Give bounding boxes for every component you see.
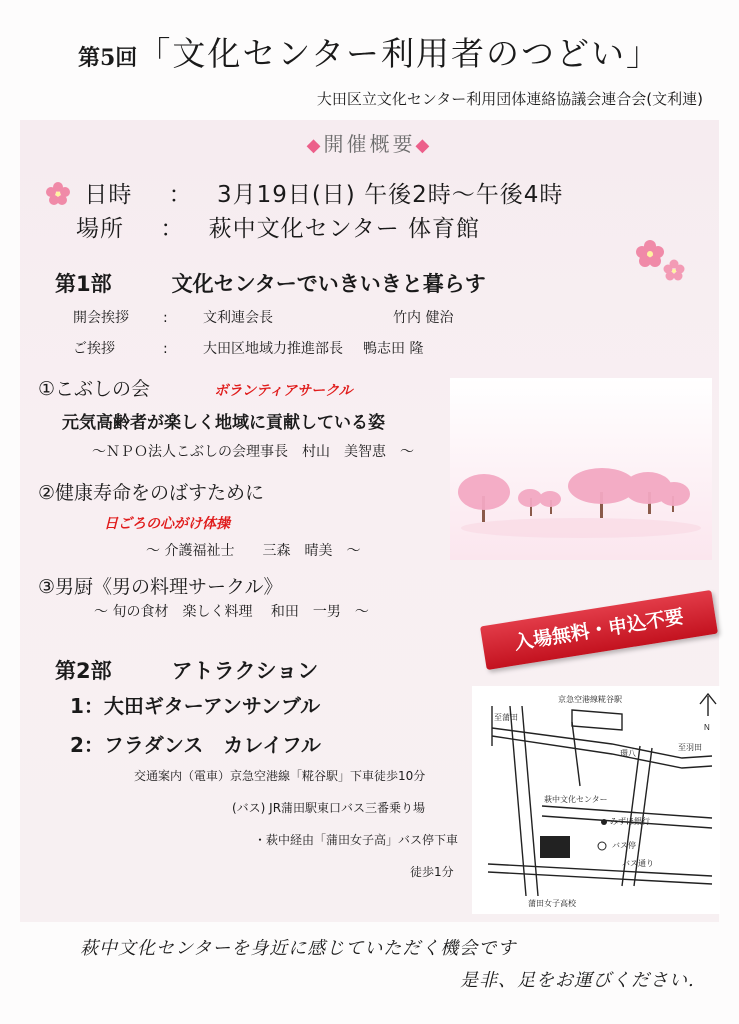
event-place: [76, 210, 480, 243]
map-drawing: [472, 686, 720, 914]
program-item: [38, 572, 282, 599]
footer-line1: 萩中文化センターを身近に感じていただく機会です: [80, 938, 517, 959]
place-sep: ：: [160, 216, 185, 242]
bank-marker-icon: [601, 819, 607, 825]
map-label-bank: みずほ銀行: [610, 817, 650, 826]
transport-line: (バス) JR蒲田駅東口バス三番乗り場: [232, 801, 426, 815]
transport-line: 交通案内（電車）京急空港線「糀谷駅」下車徒歩10分: [134, 769, 426, 783]
map-label-kanpachi: 環八: [620, 749, 636, 758]
item-label: ①こぶしの会: [38, 378, 151, 400]
greeting-sep: :: [163, 310, 168, 326]
organizer: 大田区立文化センター利用団体連絡協議会連合会(文利連): [316, 90, 703, 108]
map-label-line: 京急空港線糀谷駅: [558, 695, 622, 704]
map-label-school: 蒲田女子高校: [528, 899, 576, 908]
datetime-value: 3月19日(日) 午後2時～午後4時: [216, 182, 564, 208]
attraction-sep: ：: [83, 733, 104, 757]
title-main: 「文化センター利用者のつどい」: [137, 34, 661, 73]
attraction-item: [70, 690, 320, 719]
attraction-sep: ：: [83, 694, 104, 718]
access-map: [472, 686, 720, 914]
part2-heading: [55, 655, 318, 685]
part1-heading: [55, 268, 486, 298]
page-title: [0, 28, 739, 75]
free-admission-banner: 入場無料・申込不要: [480, 590, 718, 670]
item-credit: ～ＮＰＯ法人こぶしの会理事長 村山 美智恵 ～: [92, 444, 414, 460]
cherry-blossom-icon: [632, 238, 688, 282]
place-label: 場所: [76, 216, 124, 242]
title-prefix: 第5回: [78, 45, 138, 71]
transport-line: 徒歩1分: [410, 865, 454, 879]
item-label: ②健康寿命をのばすために: [38, 482, 265, 504]
summary-heading-text: 開催概要: [323, 132, 416, 156]
summary-heading: [0, 128, 739, 157]
part2-label: 第2部: [55, 659, 112, 683]
greeting-row: [73, 338, 423, 358]
item-credit: ～ 介護福祉士 三森 晴美 ～: [146, 543, 361, 559]
attraction-name: 大田ギターアンサンブル: [103, 694, 321, 718]
event-datetime: [44, 176, 563, 209]
map-label-to-kamata: 至蒲田: [494, 713, 518, 722]
cherry-blossom-icon: [44, 181, 72, 205]
center-building-icon: [540, 836, 570, 858]
program-item: [38, 478, 264, 505]
map-label-to-haneda: 至羽田: [678, 743, 702, 752]
attraction-num: 2: [70, 733, 84, 757]
cherry-trees-illustration: [450, 378, 712, 560]
greeting-role: 大田区地域力推進部長: [203, 341, 343, 357]
bus-stop-icon: [598, 842, 606, 850]
part2-title: アトラクション: [171, 659, 319, 683]
part1-label: 第1部: [55, 272, 112, 296]
greeting-label: ご挨拶: [73, 341, 115, 357]
map-label-bus-stop: バス停: [612, 841, 636, 850]
greeting-sep: :: [163, 341, 168, 357]
datetime-sep: ：: [168, 182, 193, 208]
footer-line2: 是非、足をお運びください.: [460, 970, 695, 991]
item-label: ③男厨《男の料理サークル》: [38, 576, 283, 598]
greeting-label: 開会挨拶: [73, 310, 129, 326]
attraction-name: フラダンス カレイフル: [103, 733, 321, 757]
diamond-icon: ◆: [415, 135, 433, 156]
map-label-center: 萩中文化センター: [544, 795, 608, 804]
transport-line: ・萩中経由「蒲田女子高」バス停下車: [254, 833, 459, 847]
diamond-icon: ◆: [306, 135, 324, 156]
north-arrow-icon: [700, 694, 716, 716]
datetime-label: 日時: [84, 182, 133, 208]
program-item: [38, 374, 353, 401]
map-label-bus-street: バス通り: [622, 859, 654, 868]
item-credit: ～ 旬の食材 楽しく料理 和田 一男 ～: [94, 604, 369, 620]
greeting-role: 文利連会長: [203, 310, 273, 326]
item-tag: ボランティアサークル: [214, 383, 353, 399]
part1-title: 文化センターでいきいきと暮らす: [171, 272, 486, 296]
item-headline: 元気高齢者が楽しく地域に貢献している姿: [62, 413, 385, 433]
map-label-north: N: [704, 723, 710, 732]
attraction-item: [70, 729, 321, 758]
attraction-num: 1: [70, 694, 84, 718]
item-tag: 日ごろの心がけ体操: [104, 516, 230, 532]
greeting-row: [73, 307, 453, 327]
greeting-name: 竹内 健治: [393, 310, 454, 326]
greeting-name: 鴨志田 隆: [363, 341, 424, 357]
place-value: 萩中文化センター 体育館: [208, 216, 481, 242]
